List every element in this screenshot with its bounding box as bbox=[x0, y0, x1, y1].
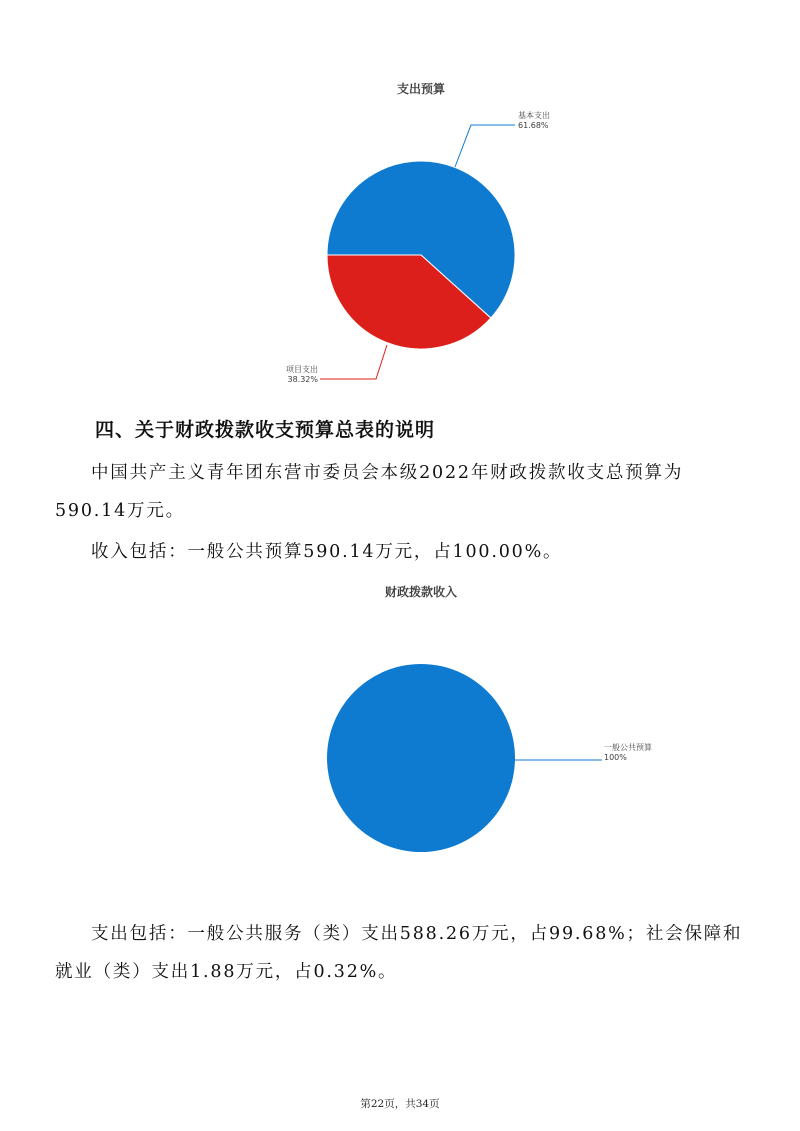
paragraph-income: 收入包括：一般公共预算590.14万元，占100.00%。 bbox=[91, 542, 563, 562]
section-heading: 四、关于财政拨款收支预算总表的说明 bbox=[95, 419, 436, 441]
slice-label-general-budget: 一般公共预算 bbox=[604, 743, 652, 752]
pie-slice-0 bbox=[327, 664, 515, 852]
paragraph-expenditure: 支出包括：一般公共服务（类）支出588.26万元，占99.68%；社会保障和就业（类）支出1.88万元，占0.32%。 bbox=[55, 924, 743, 982]
slice-label-project: 项目支出 bbox=[286, 365, 318, 374]
slice-pct-basic: 61.68% bbox=[518, 121, 549, 130]
chart-title: 财政拨款收入 bbox=[384, 585, 458, 599]
page-footer: 第22页，共34页 bbox=[360, 1098, 440, 1110]
paragraph-total-budget: 中国共产主义青年团东营市委员会本级2022年财政拨款收支总预算为590.14万元。 bbox=[55, 463, 684, 521]
fiscal-appropriation-income-pie-chart bbox=[250, 578, 680, 868]
slice-pct-project: 38.32% bbox=[287, 375, 318, 384]
expenditure-budget-pie-chart bbox=[250, 70, 580, 400]
leader-line-basic bbox=[455, 125, 515, 167]
chart-title: 支出预算 bbox=[396, 82, 446, 96]
slice-pct-general-budget: 100% bbox=[604, 753, 627, 762]
slice-label-basic: 基本支出 bbox=[518, 111, 550, 120]
leader-line-project bbox=[320, 345, 387, 379]
